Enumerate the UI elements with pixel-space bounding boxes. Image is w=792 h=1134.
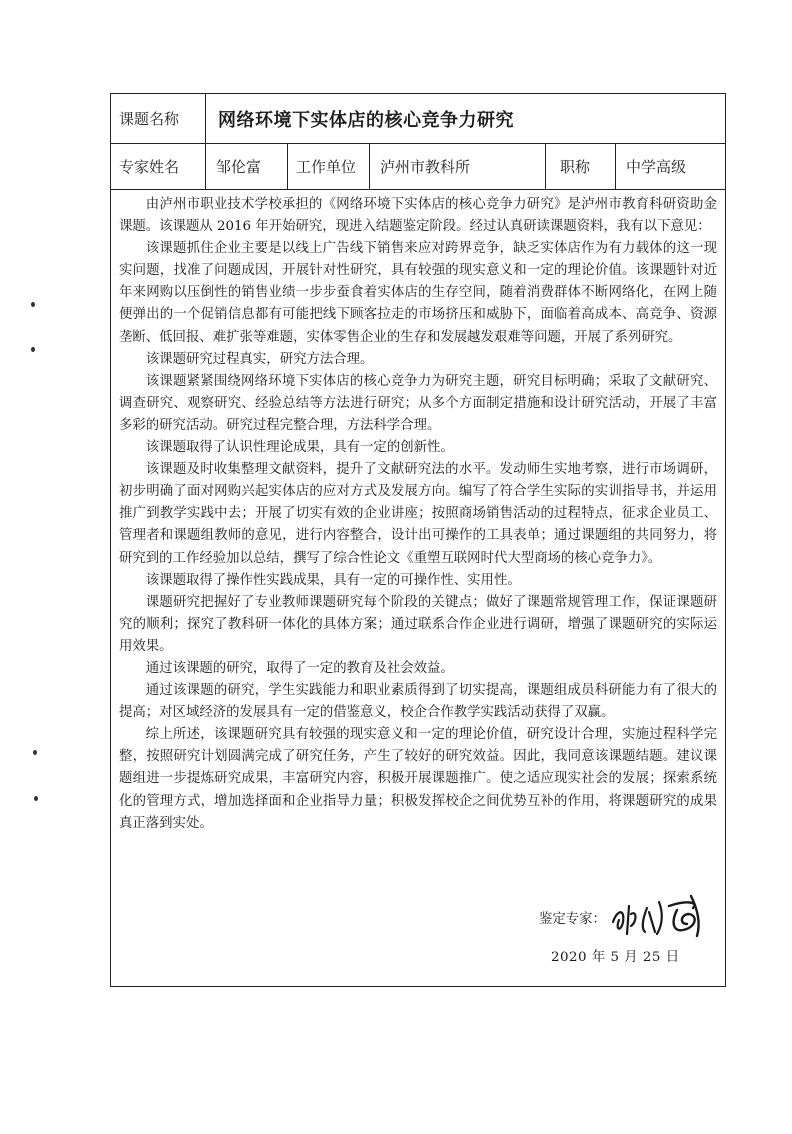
signature-block xyxy=(111,898,725,944)
handwritten-signature xyxy=(607,892,707,940)
scan-speck xyxy=(33,750,37,755)
paragraph: 该课题及时收集整理文献资料，提升了文献研究法的水平。发动师生实地考察，进行市场调研，初步明确了面对网购兴起实体店的应对方式及发展方向。编写了符合学生实际的实训指导书，并运用推广到教学实践中去；开展了切实有效的企业讲座；按照商场销售活动的过程特点，征求企业员工、管理者和课题组教师的意见，进行内容整合，设计出可操作的工具表单；通过课题组的共同努力，将研究到的工作经验加以总结，撰写了综合性论文《重塑互联网时代大型商场的核心竞争力》。 xyxy=(119,462,717,566)
expert-name: 邹伦富 xyxy=(205,144,287,189)
scan-speck xyxy=(34,796,38,801)
unit-label: 工作单位 xyxy=(287,144,369,189)
expert-label: 专家姓名 xyxy=(119,158,180,176)
rank-label: 职称 xyxy=(545,144,615,189)
scan-speck xyxy=(31,347,35,352)
topic-row xyxy=(111,94,725,144)
paragraph: 该课题取得了操作性实践成果，具有一定的可操作性、实用性。 xyxy=(145,572,521,588)
expert-row xyxy=(111,144,725,190)
scan-speck xyxy=(31,302,35,307)
paragraph: 该课题研究过程真实，研究方法合理。 xyxy=(145,351,374,367)
paragraph: 课题研究把握好了专业教师课题研究每个阶段的关键点；做好了课题常规管理工作，保证课题研究的顺利；探究了教科研一体化的具体方案；通过联系合作企业进行调研，增强了课题研究的实际运用效果。 xyxy=(119,594,717,654)
signature-label: 鉴定专家： xyxy=(539,912,606,927)
paragraph: 该课题取得了认识性理论成果，具有一定的创新性。 xyxy=(145,440,454,456)
paragraph: 通过该课题的研究，学生实践能力和职业素质得到了切实提高，课题组成员科研能力有了很大的提高；对区域经济的发展具有一定的借鉴意义，校企合作教学实践活动获得了双赢。 xyxy=(119,683,717,721)
unit-value: 泸州市教科所 xyxy=(369,144,545,189)
date: 2020 年 5 月 25 日 xyxy=(551,950,680,965)
paragraph: 通过该课题的研究，取得了一定的教育及社会效益。 xyxy=(145,660,454,676)
topic-title: 网络环境下实体店的核心竞争力研究 xyxy=(205,94,725,143)
paragraph: 由泸州市职业技术学校承担的《网络环境下实体店的核心竞争力研究》是泸州市教育科研资助金课题。该课题从 2016 年开始研究，现进入结题鉴定阶段。经过认真研读课题资料，我有以下意见： xyxy=(119,197,717,235)
rank-value: 中学高级 xyxy=(615,144,725,189)
paragraph: 综上所述，该课题研究具有较强的现实意义和一定的理论价值，研究设计合理，实施过程科学完整，按照研究计划圆满完成了研究任务，产生了较好的研究效益。因此，我同意该课题结题。建议课题组进一步提炼研究成果，丰富研究内容，积极开展课题推广。使之适应现实社会的发展；探索系统化的管理方式，增加选择面和企业指导力量；积极发挥校企之间优势互补的作用，将课题研究的成果真正落到实处。 xyxy=(119,727,717,831)
paragraph: 该课题抓住企业主要是以线上广告线下销售来应对跨界竞争，缺乏实体店作为有力载体的这一现实问题，找准了问题成因，开展针对性研究，具有较强的现实意义和一定的理论价值。该课题针对近年来网购以压倒性的销售业绩一步步蚕食着实体店的生存空间，随着消费群体不断网络化，在网上随便弹出的一个促销信息都有可能把线下顾客拉走的市场挤压和威胁下，面临着高成本、高竞争、资源垄断、低回报、难扩张等难题，实体零售企业的生存和发展越发艰难等问题，开展了系列研究。 xyxy=(119,241,717,345)
opinion-text xyxy=(119,194,717,835)
paragraph: 该课题紧紧围绕网络环境下实体店的核心竞争力为研究主题，研究目标明确；采取了文献研究、调查研究、观察研究、经验总结等方法进行研究；从多个方面制定措施和设计研究活动，开展了丰富多彩的研究活动。研究过程完整合理，方法科学合理。 xyxy=(119,373,717,433)
review-form xyxy=(110,93,726,987)
topic-label: 课题名称 xyxy=(119,110,180,128)
